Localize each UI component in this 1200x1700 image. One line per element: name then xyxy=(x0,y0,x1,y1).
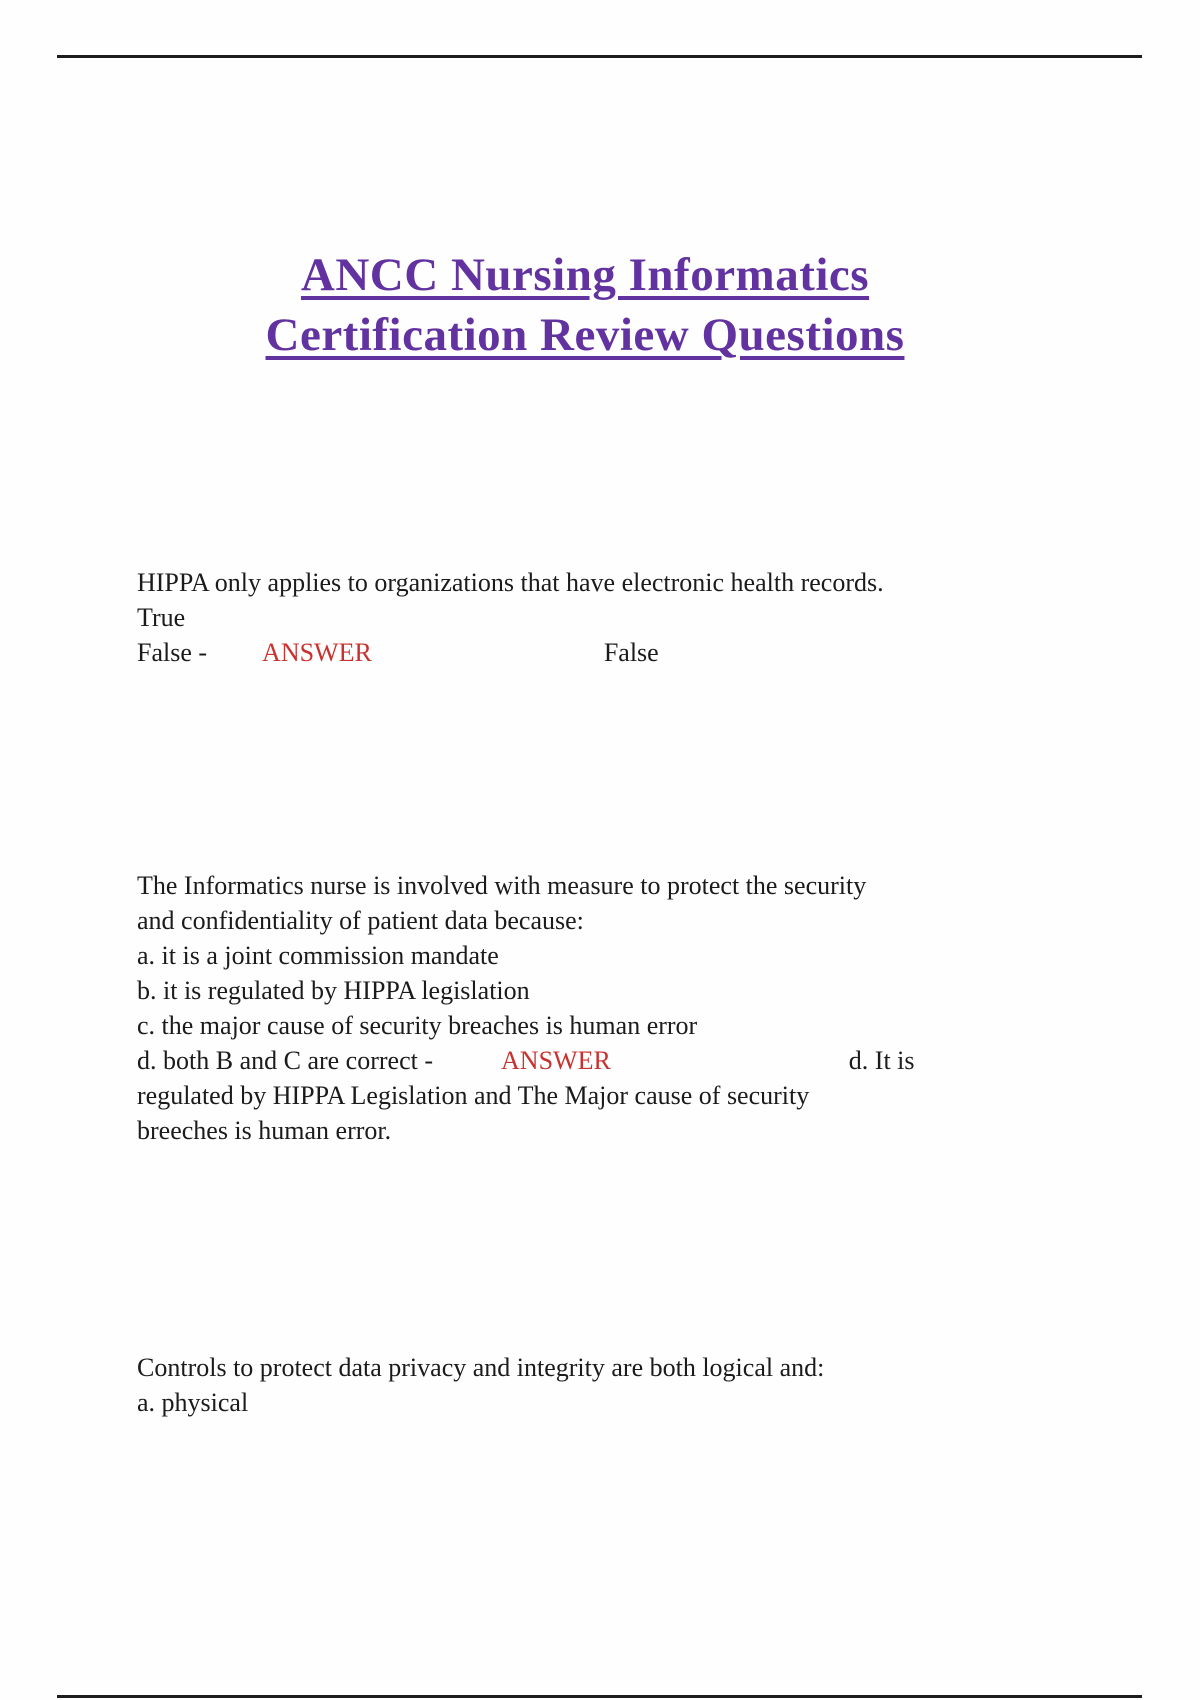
question-2-option-b: b. it is regulated by HIPPA legislation xyxy=(137,976,530,1005)
question-3-text: Controls to protect data privacy and integrity are both logical and: xyxy=(137,1353,825,1382)
question-2-option-c: c. the major cause of security breaches is human error xyxy=(137,1011,698,1040)
question-block-2 xyxy=(137,868,1137,1148)
question-2-answer-value-line-2: regulated by HIPPA Legislation and The Major cause of security xyxy=(137,1081,810,1110)
question-2-text-line-1: The Informatics nurse is involved with measure to protect the security xyxy=(137,871,867,900)
question-1-option-false: False - xyxy=(137,638,208,667)
question-2-answer-value-line-1: d. It is xyxy=(848,1046,915,1075)
document-title-line-1: ANCC Nursing Informatics xyxy=(300,249,870,301)
bottom-horizontal-rule xyxy=(57,1695,1142,1698)
question-2-text-line-2: and confidentiality of patient data because: xyxy=(137,906,584,935)
question-1-answer-label: ANSWER xyxy=(262,638,372,667)
question-2-option-a: a. it is a joint commission mandate xyxy=(137,941,499,970)
document-title-line-2: Certification Review Questions xyxy=(265,309,905,361)
question-3-option-a: a. physical xyxy=(137,1388,249,1417)
question-2-answer-value-line-3: breeches is human error. xyxy=(137,1116,392,1145)
question-1-option-true: True xyxy=(137,603,186,632)
top-horizontal-rule xyxy=(57,55,1142,58)
question-2-answer-label: ANSWER xyxy=(501,1046,611,1075)
question-1-text: HIPPA only applies to organizations that have electronic health records. xyxy=(137,568,884,597)
question-1-answer-value: False xyxy=(603,638,659,667)
question-block-3 xyxy=(137,1350,1137,1420)
question-block-1 xyxy=(137,565,1137,670)
question-2-answer-line xyxy=(137,1043,1137,1078)
question-2-option-d: d. both B and C are correct - xyxy=(137,1046,434,1075)
question-1-answer-line xyxy=(137,635,1137,670)
document-title xyxy=(0,245,1170,365)
